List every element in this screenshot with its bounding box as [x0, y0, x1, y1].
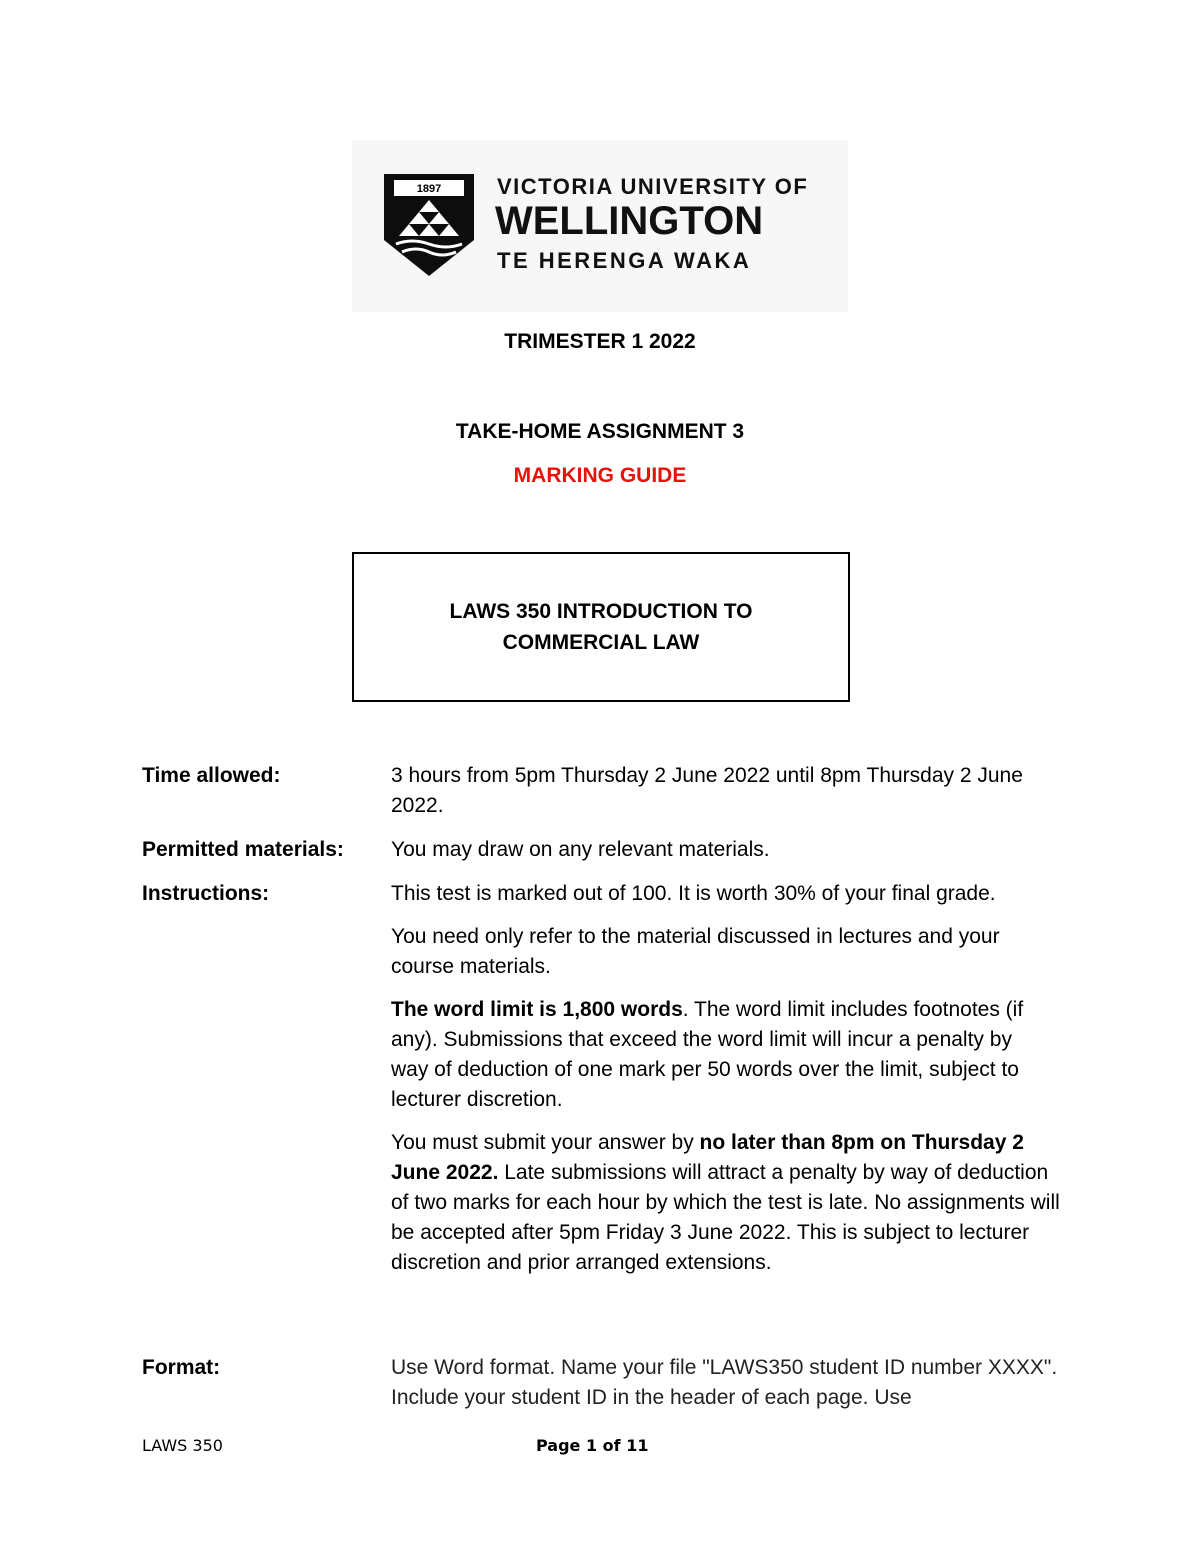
permitted-materials-value: You may draw on any relevant materials.: [391, 838, 770, 861]
course-title-line1: LAWS 350 INTRODUCTION TO: [449, 600, 753, 623]
permitted-materials-label: Permitted materials:: [142, 838, 344, 861]
deadline-rest: Late submissions will attract a penalty by way of deduction of two marks for each hour by which the test is late. No assignments will be accepted after 5pm Friday 3 June 2022. This is subject to lecturer discretion and prior arranged extensions.: [391, 1161, 1060, 1274]
instructions-value: [391, 879, 1060, 1291]
university-logo: [352, 140, 848, 312]
instructions-paragraph-3: [391, 995, 1031, 1115]
logo-year: 1897: [416, 183, 442, 195]
instructions-paragraph-4: [391, 1128, 1061, 1278]
format-label: Format:: [142, 1356, 221, 1379]
deadline-bold: no later than 8pm on Thursday 2 June 2022.: [391, 1131, 1024, 1184]
instructions-paragraph-1: This test is marked out of 100. It is worth 30% of your final grade.: [391, 882, 996, 905]
logo-line2: WELLINGTON: [495, 199, 764, 243]
assignment-heading: TAKE-HOME ASSIGNMENT 3: [455, 420, 745, 443]
word-limit-rest: . The word limit includes footnotes (if any). Submissions that exceed the word limit will incur a penalty by way of deduction of one mark per 50 words over the limit, subject to lecturer discretion.: [391, 998, 1024, 1111]
footer-page-number: Page 1 of 11: [536, 1436, 649, 1455]
footer-course-code: LAWS 350: [142, 1436, 223, 1455]
logo-line3: TE HERENGA WAKA: [497, 248, 752, 273]
marking-guide-heading: MARKING GUIDE: [513, 464, 687, 487]
instructions-paragraph-2: You need only refer to the material discussed in lectures and your course materials.: [391, 925, 1000, 978]
course-title-line2: COMMERCIAL LAW: [502, 631, 700, 654]
format-value: Use Word format. Name your file "LAWS350 student ID number XXXX". Include your student ID in the header of each page. Use: [391, 1356, 1058, 1409]
time-allowed-value: 3 hours from 5pm Thursday 2 June 2022 until 8pm Thursday 2 June 2022.: [391, 764, 1023, 817]
trimester-heading: TRIMESTER 1 2022: [504, 330, 696, 353]
course-title: [421, 596, 781, 658]
word-limit-bold: The word limit is 1,800 words: [391, 998, 683, 1021]
instructions-label: Instructions:: [142, 882, 270, 905]
deadline-pre: You must submit your answer by: [391, 1131, 700, 1154]
logo-line1: VICTORIA UNIVERSITY OF: [497, 174, 809, 199]
course-title-box: [352, 552, 850, 702]
time-allowed-label: Time allowed:: [142, 764, 281, 787]
